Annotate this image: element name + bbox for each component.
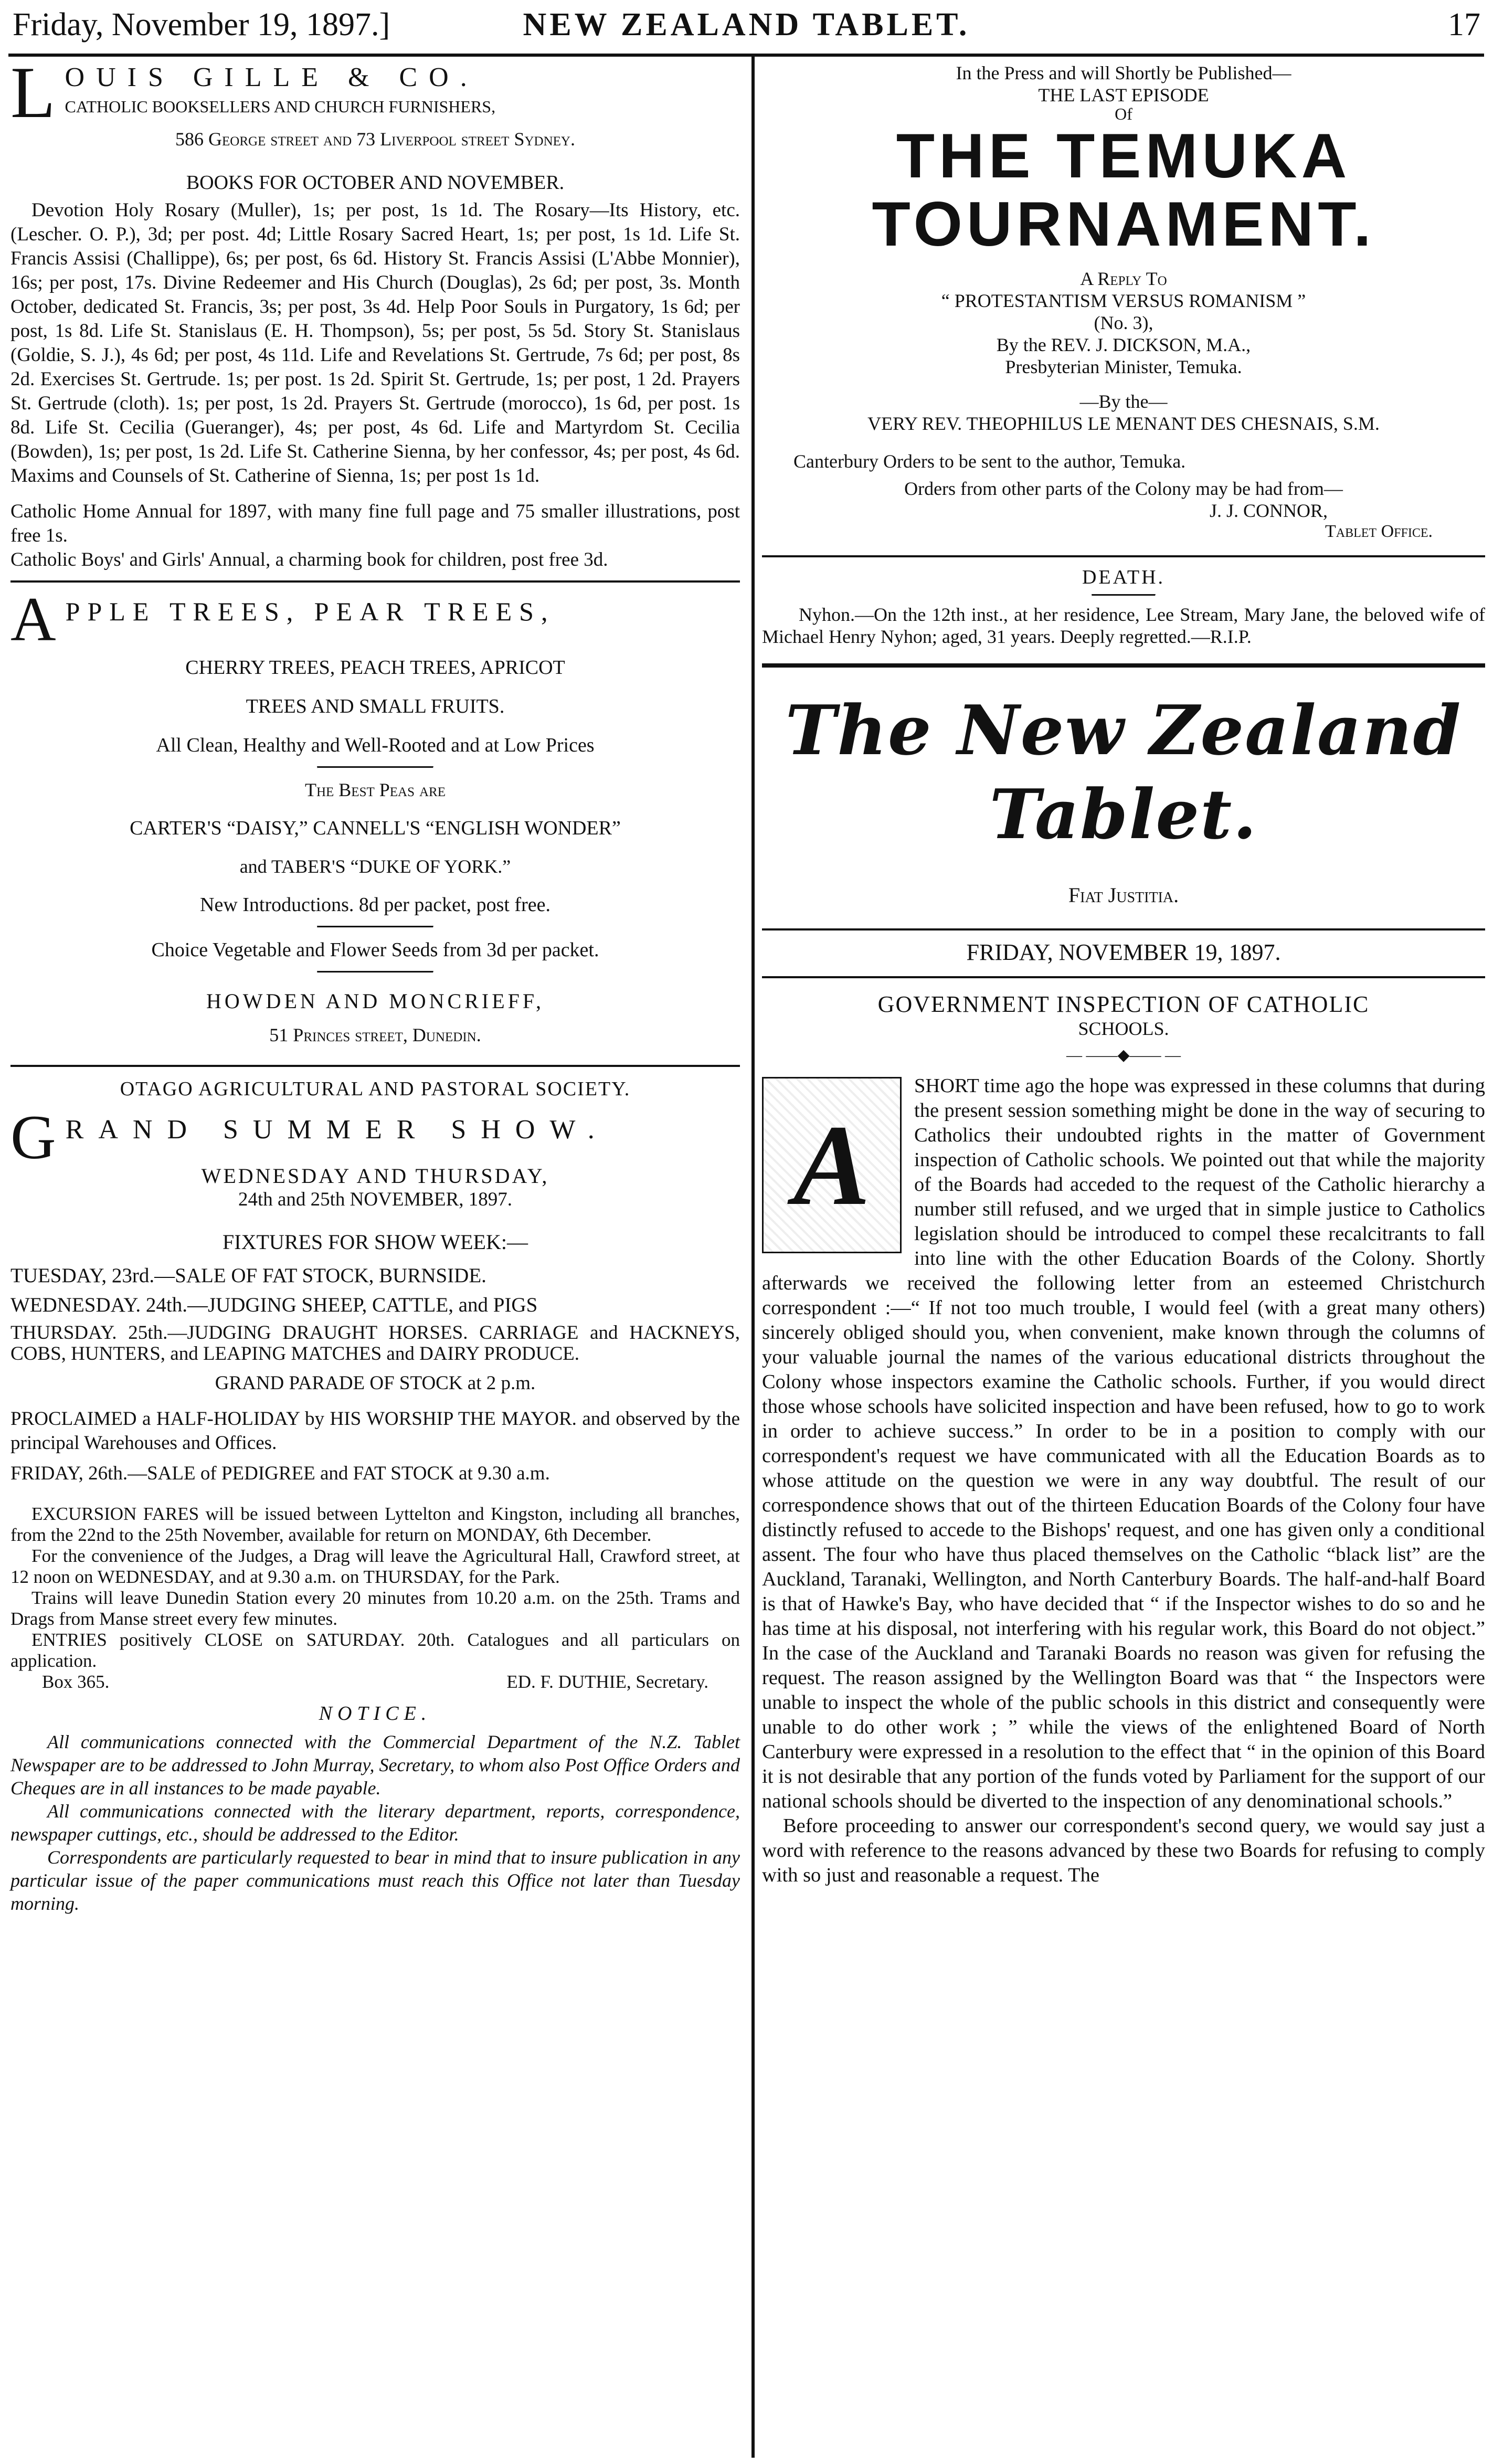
temuka-advert xyxy=(762,62,1485,542)
masthead-motto: Fiat Justitia. xyxy=(1068,883,1179,907)
howden-address: 51 Princes street, Dunedin. xyxy=(269,1024,481,1045)
press-number: (No. 3), xyxy=(1094,312,1153,333)
show-dates: 24th and 25th NOVEMBER, 1897. xyxy=(238,1189,513,1210)
press-reply: A Reply To xyxy=(1080,268,1167,289)
notice-correspondents: Correspondents are particularly requested to bear in mind that to insure publication in any particular issue of the paper communications must reach this Office not later than Tuesday morning. xyxy=(10,1847,740,1914)
header-date: Friday, November 19, 1897.] xyxy=(13,7,390,43)
gille-drop-cap: L xyxy=(10,62,56,122)
article-title: GOVERNMENT INSPECTION OF CATHOLIC xyxy=(877,991,1370,1017)
press-author: By the REV. J. DICKSON, M.A., xyxy=(996,334,1251,355)
show-fixtures: FIXTURES FOR SHOW WEEK:— xyxy=(223,1230,528,1254)
divider xyxy=(317,971,433,973)
show-entries: ENTRIES positively CLOSE on SATURDAY. 20th. Catalogues and all particulars on application. xyxy=(10,1630,740,1671)
divider xyxy=(317,926,433,928)
divider xyxy=(1092,594,1156,596)
gille-book-list: Devotion Holy Rosary (Muller), 1s; per post, 1s 1d. The Rosary—Its History, etc. (Lescher. O. P.), 3d; per post. 4d; Little Rosary Sacred Heart, 1s; per post, 1s 1d. Life St. Francis Assisi (Challippe), 6s; per post, 6s 6d. History St. Francis Assisi (L'Abbe Monnier), 16s; per post, 17s. Divine Redeemer and His Church (Douglas), 2s 6d; per post, 3s. Month October, dedicated St. Francis, 3s; per post, 3s 4d. Help Poor Souls in Purgatory, 1s 6d; per post, 1s 8d. Life St. Stanislaus (E. H. Thompson), 5s; per post, 5s 5d. Story St. Stanislaus (Goldie, S. J.), 4s 6d; per post, 4s 11d. Life and Revelations St. Gertrude, 7s 6d; per post, 8s 2d. Exercises St. Gertrude. 1s; per post. 1s 2d. Spirit St. Gertrude, 1s; per post, 1 2d. Prayers St. Gertrude (cloth). 1s; per post, 1s 2d. Prayers St. Gertrude (morocco), 1s 6d, per post. 1s 8d. Life St. Cecilia (Gueranger), 4s; per post, 4s 6d. Life and Martyrdom St. Cecilia (Bowden), 1s; per post, 1s 2d. Life St. Catherine Sienna, by her confessor, 4s; per post, 4s 6d. Maxims and Counsels of St. Catherine of Sienna, 1s; per post 1s 1d. xyxy=(10,199,740,487)
divider xyxy=(762,928,1485,930)
show-advert xyxy=(10,1077,740,1695)
ornate-drop-cap: A xyxy=(762,1077,902,1253)
divider xyxy=(762,663,1485,668)
peas-line1: CARTER'S “DAISY,” CANNELL'S “ENGLISH WONDER” xyxy=(130,817,621,839)
apple-title: PPLE TREES, PEAR TREES, xyxy=(65,597,555,626)
press-connor: J. J. CONNOR, xyxy=(1209,500,1328,521)
apple-drop-cap: A xyxy=(10,591,56,646)
peas-line3: New Introductions. 8d per packet, post free. xyxy=(200,894,550,916)
show-trains: Trains will leave Dunedin Station every 20 minutes from 10.20 a.m. on the 25th. Trams and Drags from Manse street every few minutes. xyxy=(10,1588,740,1629)
show-title: RAND SUMMER SHOW. xyxy=(65,1115,609,1145)
press-of: Of xyxy=(1115,104,1132,123)
death-title: DEATH. xyxy=(1082,566,1166,588)
notice-section xyxy=(10,1702,740,1915)
apple-line2: TREES AND SMALL FRUITS. xyxy=(246,695,505,717)
howden-firm: HOWDEN AND MONCRIEFF, xyxy=(206,989,544,1013)
divider xyxy=(762,976,1485,978)
apple-line1: CHERRY TREES, PEACH TREES, APRICOT xyxy=(185,657,565,679)
show-excursion: EXCURSION FARES will be issued between Lyttelton and Kingston, including all branches, from the 22nd to the 25th November, available for return on MONDAY, 6th December. xyxy=(10,1504,740,1545)
temuka-title: THE TEMUKA TOURNAMENT. xyxy=(872,121,1375,259)
press-orders2: Orders from other parts of the Colony may be had from— xyxy=(904,478,1343,499)
show-parade: GRAND PARADE OF STOCK at 2 p.m. xyxy=(215,1372,536,1394)
notice-title: NOTICE. xyxy=(319,1702,432,1725)
divider xyxy=(762,555,1485,557)
header-rule xyxy=(8,54,1484,57)
gille-subtitle: CATHOLIC BOOKSELLERS AND CHURCH FURNISHERS, xyxy=(65,97,496,116)
gille-name: OUIS GILLE & CO. xyxy=(65,62,479,92)
divider xyxy=(317,766,433,768)
show-society: OTAGO AGRICULTURAL AND PASTORAL SOCIETY. xyxy=(120,1078,631,1100)
header-page-number: 17 xyxy=(1448,7,1480,43)
show-drop-cap: G xyxy=(10,1109,56,1164)
column-rule xyxy=(751,57,755,2458)
press-reverend: VERY REV. THEOPHILUS LE MENANT DES CHESNAIS, S.M. xyxy=(867,413,1380,434)
show-drag: For the convenience of the Judges, a Drag will leave the Agricultural Hall, Crawford street, at 12 noon on WEDNESDAY, and at 9.30 a.m. on THURSDAY, for the Park. xyxy=(10,1546,740,1587)
masthead xyxy=(762,689,1485,978)
peas-line2: and TABER'S “DUKE OF YORK.” xyxy=(239,856,511,877)
press-line1: In the Press and will Shortly be Published— xyxy=(956,62,1291,83)
notice-literary: All communications connected with the literary department, reports, correspondence, newspaper cuttings, etc., should be addressed to the Editor. xyxy=(10,1801,740,1845)
article-paragraph-1: SHORT time ago the hope was expressed in these columns that during the present session something might be done in the way of securing to Catholics their undoubted rights in the matter of Government inspection of Catholic schools. We pointed out that while the majority of the Boards had acceded to the request of the Catholic hierarchy a number still refused, and we urged that in simple justice to Catholics legislation should be introduced to compel these recalcitrants to fall into line with the other Education Boards of the Colony. Shortly afterwards we received the following letter from an esteemed Christchurch correspondent :—“ If not too much trouble, I would feel (with a great many others) sincerely obliged should you, when convenient, make known through the columns of your valuable journal the names of the various educational districts throughout the Colony whose inspectors examine the Catholic schools. Further, if you would direct those whose schools have solicited inspection and have been refused, how to go to work in order to achieve success.” In order to be in a position to comply with our correspondent's request we have communicated with all the Education Boards as to whose attitude on the question we were in any way doubtful. The result of our correspondence shows that out of the thirteen Education Boards of the Colony four have distinctly refused to accede to the Bishops' request, and one has given only a conditional assent. The four who have thus placed themselves on the Catholic “black list” are the Auckland, Taranaki, Wellington, and North Canterbury Boards. The half-and-half Board is that of Hawke's Bay, who have decided that “ if the Inspector wishes to do so and he has time at his disposal, not interfering with his regular work, this Board do not object.” In the case of the Auckland and Taranaki Boards no reason was given for refusing the request. The reason assigned by the Wellington Board was that “ the Inspectors were unable to inspect the whole of the public schools in this district and consequently were unable to do other work ; ” while the views of the enlightened Board of North Canterbury were expressed in a resolution to the effect that “ in the opinion of this Board it is not desirable that any portion of the funds voted by Parliament for the support of our national schools should be diverted to the inspection of any denominational schools.” xyxy=(762,1075,1485,1812)
left-column xyxy=(10,62,740,1915)
show-holiday: PROCLAIMED a HALF-HOLIDAY by HIS WORSHIP THE MAYOR. and observed by the principal Warehouses and Offices. xyxy=(10,1408,740,1454)
article-title-line2: SCHOOLS. xyxy=(1078,1018,1169,1039)
header-title: NEW ZEALAND TABLET. xyxy=(523,7,970,43)
show-days: WEDNESDAY AND THURSDAY, xyxy=(201,1164,549,1188)
press-office: Tablet Office. xyxy=(1325,522,1433,541)
press-reply-title: “ PROTESTANTISM VERSUS ROMANISM ” xyxy=(941,290,1306,311)
gille-advert xyxy=(10,62,740,572)
masthead-date: FRIDAY, NOVEMBER 19, 1897. xyxy=(966,939,1281,965)
gille-annual: Catholic Home Annual for 1897, with many fine full page and 75 smaller illustrations, post free 1s. xyxy=(10,501,740,546)
divider xyxy=(10,580,740,583)
apple-line3: All Clean, Healthy and Well-Rooted and at Low Prices xyxy=(156,734,595,756)
gille-address: 586 George street and 73 Liverpool street Sydney. xyxy=(175,129,575,150)
press-by: —By the— xyxy=(1079,391,1168,412)
seeds-line: Choice Vegetable and Flower Seeds from 3d per packet. xyxy=(151,939,599,961)
gille-boys-annual: Catholic Boys' and Girls' Annual, a charming book for children, post free 3d. xyxy=(10,549,608,570)
press-line2: THE LAST EPISODE xyxy=(1038,84,1209,105)
masthead-title: The New Zealand Tablet. xyxy=(785,690,1462,854)
show-thursday: THURSDAY. 25th.—JUDGING DRAUGHT HORSES. CARRIAGE and HACKNEYS, COBS, HUNTERS, and LEAPING MATCHES and DAIRY PRODUCE. xyxy=(10,1322,740,1365)
article-paragraph-2: Before proceeding to answer our correspondent's second query, we would say just a word with reference to the reasons advanced by these two Boards for refusing to comply with so just and reasonable a request. The xyxy=(762,1815,1485,1886)
right-column xyxy=(762,62,1485,1888)
death-notice xyxy=(762,566,1485,648)
show-tuesday: TUESDAY, 23rd.—SALE OF FAT STOCK, BURNSIDE. xyxy=(10,1264,486,1287)
press-minister: Presbyterian Minister, Temuka. xyxy=(1005,356,1242,377)
show-friday: FRIDAY, 26th.—SALE of PEDIGREE and FAT STOCK at 9.30 a.m. xyxy=(10,1463,550,1484)
notice-commercial: All communications connected with the Commercial Department of the N.Z. Tablet Newspaper are to be addressed to John Murray, Secretary, to whom also Post Office Orders and Cheques are in all instances to be made payable. xyxy=(10,1731,740,1799)
press-orders1: Canterbury Orders to be sent to the author, Temuka. xyxy=(793,451,1186,472)
apple-trees-advert xyxy=(10,591,740,1046)
show-secretary: ED. F. DUTHIE, Secretary. xyxy=(506,1672,708,1692)
death-text: Nyhon.—On the 12th inst., at her residence, Lee Stream, Mary Jane, the beloved wife of Michael Henry Nyhon; aged, 31 years. Deeply regretted.—R.I.P. xyxy=(762,604,1485,647)
gille-heading: BOOKS FOR OCTOBER AND NOVEMBER. xyxy=(186,172,565,194)
show-box: Box 365. xyxy=(42,1672,110,1692)
show-wednesday: WEDNESDAY. 24th.—JUDGING SHEEP, CATTLE, and PIGS xyxy=(10,1294,538,1316)
ornament-divider: — ——◆—— — xyxy=(1066,1046,1181,1064)
page-header xyxy=(13,4,1480,49)
divider xyxy=(10,1065,740,1067)
article xyxy=(762,991,1485,1888)
peas-heading: The Best Peas are xyxy=(304,779,446,800)
